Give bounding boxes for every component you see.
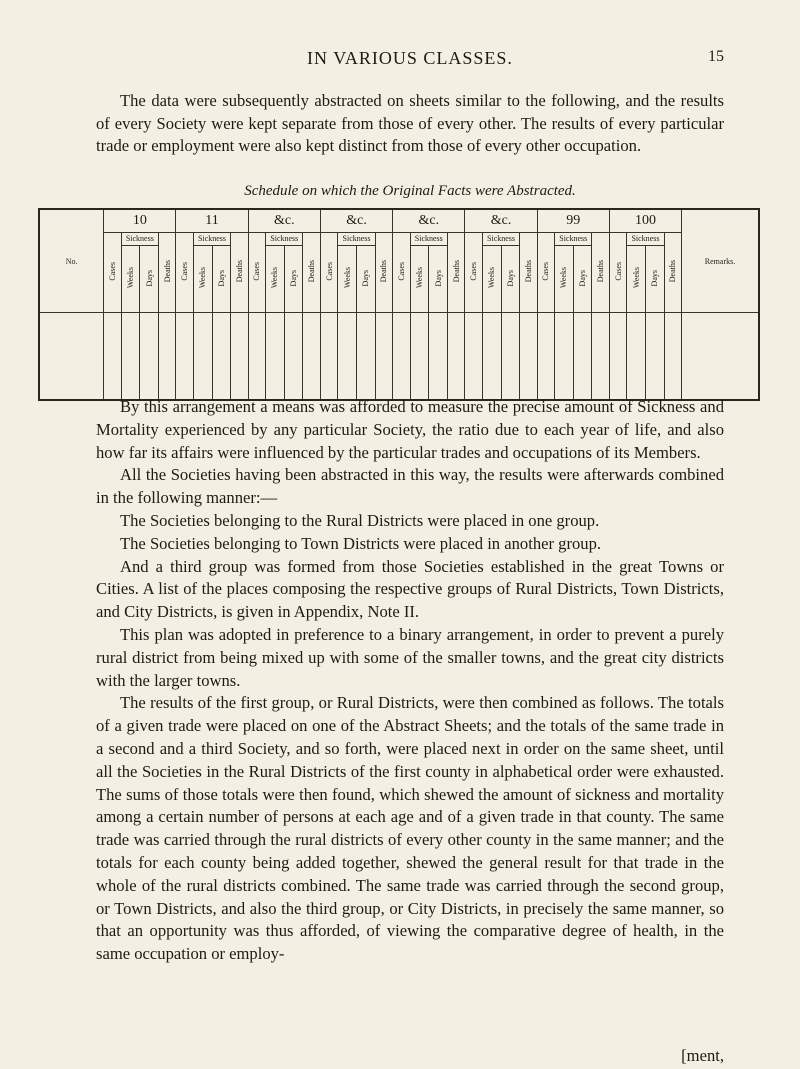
- weeks-header-label: Weeks: [270, 267, 280, 289]
- schedule-blank-row: [39, 313, 759, 401]
- group-header: 10: [104, 209, 176, 233]
- cases-header: [609, 233, 626, 313]
- days-header: [573, 246, 592, 313]
- weeks-header-label: Weeks: [198, 267, 208, 289]
- deaths-header-label: Deaths: [668, 260, 678, 283]
- days-header-label: Days: [505, 269, 515, 287]
- blank-cell: [266, 313, 285, 401]
- blank-cell: [410, 313, 429, 401]
- group-header: &c.: [393, 209, 465, 233]
- weeks-header: [193, 246, 212, 313]
- intro-text: The data were subsequently abstracted on sheets similar to the following, and the results of every Society were kept separate from those of every other. The results of every particular trade or employment were also kept distinct from those of every other occupation.: [96, 91, 724, 156]
- body-paragraph: The Societies belonging to Town Districts were placed in another group.: [120, 533, 602, 553]
- days-header-label: Days: [433, 269, 443, 287]
- blank-cell: [338, 313, 357, 401]
- cases-header-label: Cases: [107, 262, 117, 281]
- deaths-header-label: Deaths: [379, 260, 389, 283]
- cases-header-label: Cases: [469, 262, 479, 281]
- blank-cell: [393, 313, 410, 401]
- group-header: 99: [537, 209, 609, 233]
- catchword: [ment,: [681, 1046, 724, 1065]
- days-header-label: Days: [216, 269, 226, 287]
- deaths-header-label: Deaths: [596, 260, 606, 283]
- blank-cell: [212, 313, 231, 401]
- weeks-header-label: Weeks: [559, 267, 569, 289]
- deaths-header-label: Deaths: [234, 260, 244, 283]
- schedule-title: Schedule on which the Original Facts were Abstracted.: [244, 183, 576, 199]
- cases-header: [393, 233, 410, 313]
- deaths-header-label: Deaths: [451, 260, 461, 283]
- sickness-header: Sickness: [627, 233, 664, 246]
- blank-cell: [284, 313, 303, 401]
- weeks-header-label: Weeks: [342, 267, 352, 289]
- blank-cell: [573, 313, 592, 401]
- deaths-header: [520, 233, 537, 313]
- blank-cell: [592, 313, 609, 401]
- blank-cell: [320, 313, 337, 401]
- days-header: [429, 246, 448, 313]
- remarks-header: Remarks.: [682, 209, 759, 313]
- blank-cell: [664, 313, 681, 401]
- group-header: 11: [176, 209, 248, 233]
- days-header-label: Days: [578, 269, 588, 287]
- body-paragraph: And a third group was formed from those Societies established in the great Towns or Cities. A list of the places composing the respective groups of Rural Districts, Town Districts, and City Districts, is given in Appendix, Note II.: [96, 556, 724, 622]
- deaths-header: [159, 233, 176, 313]
- blank-cell: [357, 313, 376, 401]
- cases-header: [465, 233, 482, 313]
- deaths-header-label: Deaths: [307, 260, 317, 283]
- blank-cell: [609, 313, 626, 401]
- group-header: &c.: [320, 209, 392, 233]
- days-header: [284, 246, 303, 313]
- cases-header-label: Cases: [324, 262, 334, 281]
- weeks-header-label: Weeks: [125, 267, 135, 289]
- blank-cell: [429, 313, 448, 401]
- blank-cell: [465, 313, 482, 401]
- weeks-header: [121, 246, 140, 313]
- running-title: IN VARIOUS CLASSES.: [307, 48, 513, 68]
- group-header: &c.: [465, 209, 537, 233]
- no-header: No.: [39, 209, 104, 313]
- cases-header-label: Cases: [252, 262, 262, 281]
- deaths-header: [447, 233, 464, 313]
- days-header: [140, 246, 159, 313]
- deaths-header: [231, 233, 248, 313]
- blank-cell: [159, 313, 176, 401]
- running-head: [96, 44, 724, 70]
- blank-cell: [39, 313, 104, 401]
- page-number: 15: [708, 48, 724, 65]
- sickness-header: Sickness: [555, 233, 592, 246]
- body-paragraph: This plan was adopted in preference to a binary arrangement, in order to prevent a purely rural district from being mixed up with some of the smaller towns, and the great city districts with the larger towns.: [96, 624, 724, 690]
- deaths-header: [592, 233, 609, 313]
- days-header: [357, 246, 376, 313]
- weeks-header: [410, 246, 429, 313]
- group-header: &c.: [248, 209, 320, 233]
- weeks-header: [266, 246, 285, 313]
- cases-header-label: Cases: [396, 262, 406, 281]
- group-header: 100: [609, 209, 681, 233]
- cases-header: [320, 233, 337, 313]
- blank-cell: [645, 313, 664, 401]
- cases-header: [176, 233, 193, 313]
- schedule-sickness-row: [39, 233, 759, 246]
- sickness-header: Sickness: [193, 233, 230, 246]
- intro-paragraph: [96, 90, 724, 158]
- cases-header-label: Cases: [613, 262, 623, 281]
- weeks-header-label: Weeks: [414, 267, 424, 289]
- days-header-label: Days: [289, 269, 299, 287]
- weeks-header: [338, 246, 357, 313]
- deaths-header: [375, 233, 392, 313]
- cases-header-label: Cases: [541, 262, 551, 281]
- cases-header-label: Cases: [180, 262, 190, 281]
- sickness-header: Sickness: [266, 233, 303, 246]
- blank-cell: [303, 313, 320, 401]
- body-paragraph: The results of the first group, or Rural Districts, were then combined as follows. The totals of a given trade were placed on one of the Abstract Sheets; and the totals of the same trade in a second and a third Society, and so forth, were placed next in order on the same sheet, until all the Societies in the Rural Districts of the first county in alphabetical order were exhausted. The sums of those totals were then found, which shewed the amount of sickness and mortality among a certain number of persons at each age and of a given trade in that county. The same trade was carried through the rural districts of every other county in the same manner; and the totals for each county being added together, shewed the general result for that trade in the whole of the rural districts combined. The same trade was carried through the second group, or Town Districts, and also the third group, or City Districts, in precisely the same manner, so that an opportunity was thus afforded, of viewing the comparative degree of health, in the same occupation or employ-: [96, 693, 724, 964]
- blank-cell: [231, 313, 248, 401]
- deaths-header: [664, 233, 681, 313]
- sickness-header: Sickness: [338, 233, 375, 246]
- cases-header: [248, 233, 265, 313]
- blank-cell: [537, 313, 554, 401]
- sickness-header: Sickness: [121, 233, 158, 246]
- blank-cell: [140, 313, 159, 401]
- blank-cell: [193, 313, 212, 401]
- schedule-group-row: [39, 209, 759, 233]
- days-header: [212, 246, 231, 313]
- days-header: [501, 246, 520, 313]
- body-text: [96, 396, 724, 966]
- days-header-label: Days: [144, 269, 154, 287]
- sickness-header: Sickness: [482, 233, 519, 246]
- days-header-label: Days: [650, 269, 660, 287]
- days-header: [645, 246, 664, 313]
- body-paragraph: All the Societies having been abstracted in this way, the results were afterwards combined in the following manner:—: [96, 465, 724, 508]
- body-paragraph: By this arrangement a means was afforded to measure the precise amount of Sickness and Mortality experienced by any particular Society, the ratio due to each year of life, and also how far its affairs were influenced by the particular trades and occupations of its Members.: [96, 397, 724, 462]
- blank-cell: [375, 313, 392, 401]
- blank-cell: [176, 313, 193, 401]
- blank-cell: [121, 313, 140, 401]
- weeks-header: [627, 246, 646, 313]
- weeks-header: [482, 246, 501, 313]
- schedule-table: [38, 208, 760, 401]
- blank-cell: [501, 313, 520, 401]
- days-header-label: Days: [361, 269, 371, 287]
- blank-cell: [447, 313, 464, 401]
- deaths-header-label: Deaths: [523, 260, 533, 283]
- cases-header: [104, 233, 121, 313]
- blank-cell: [248, 313, 265, 401]
- blank-cell: [482, 313, 501, 401]
- cases-header: [537, 233, 554, 313]
- blank-cell: [682, 313, 759, 401]
- weeks-header-label: Weeks: [631, 267, 641, 289]
- blank-cell: [104, 313, 121, 401]
- blank-cell: [555, 313, 574, 401]
- sickness-header: Sickness: [410, 233, 447, 246]
- weeks-header-label: Weeks: [487, 267, 497, 289]
- deaths-header-label: Deaths: [162, 260, 172, 283]
- blank-cell: [627, 313, 646, 401]
- body-paragraph: The Societies belonging to the Rural Districts were placed in one group.: [120, 510, 600, 530]
- weeks-header: [555, 246, 574, 313]
- blank-cell: [520, 313, 537, 401]
- deaths-header: [303, 233, 320, 313]
